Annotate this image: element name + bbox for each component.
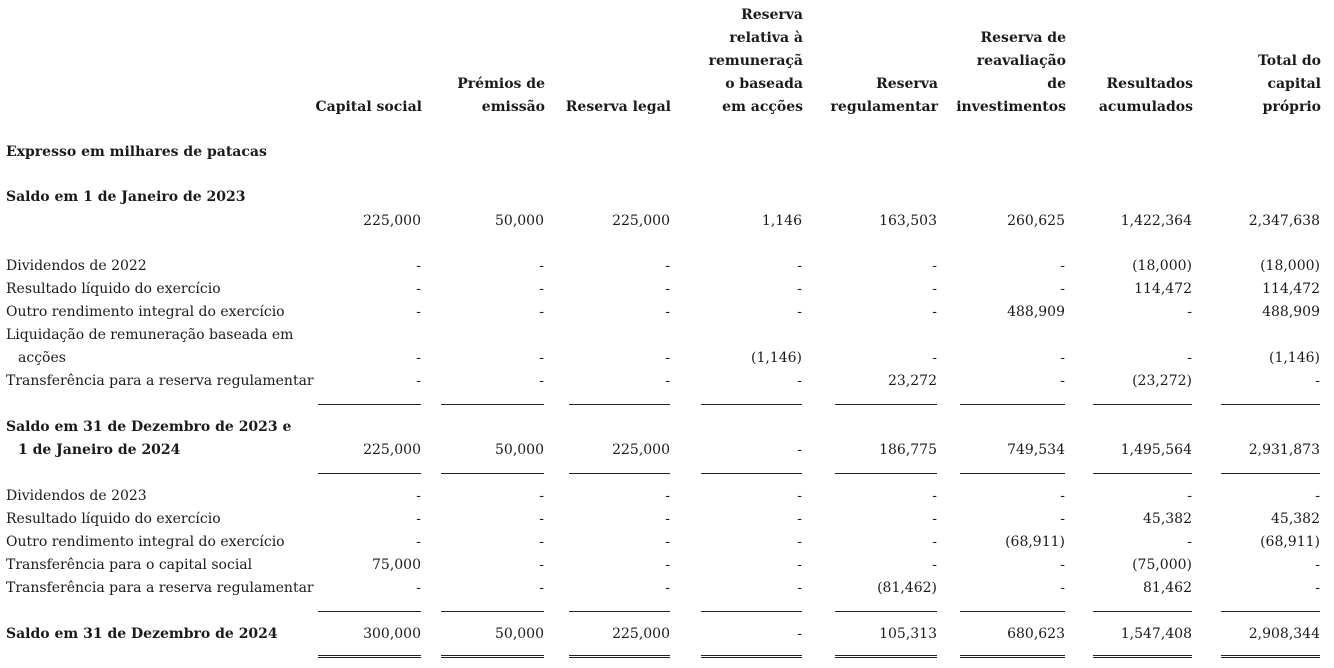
single-underline xyxy=(1093,611,1192,612)
double-underline xyxy=(1221,655,1320,659)
header-line: reavaliação xyxy=(976,53,1066,69)
header-line: Total do xyxy=(1257,53,1321,69)
table-cell: 2,908,344 xyxy=(1248,626,1320,642)
table-cell: (18,000) xyxy=(1132,258,1192,274)
table-row xyxy=(0,439,1334,462)
row-label: Transferência para a reserva regulamentar xyxy=(6,373,314,389)
table-cell: 45,382 xyxy=(1143,511,1192,527)
table-cell: - xyxy=(1060,488,1065,504)
header-line: remuneraçã xyxy=(708,53,803,69)
single-underline xyxy=(960,404,1065,405)
table-cell: - xyxy=(416,580,421,596)
table-cell: - xyxy=(1060,373,1065,389)
single-underline xyxy=(960,473,1065,474)
row-label: Saldo em 31 de Dezembro de 2024 xyxy=(6,626,278,642)
header-line: Reserva xyxy=(741,7,803,23)
table-cell: (75,000) xyxy=(1132,557,1192,573)
table-cell: - xyxy=(797,557,802,573)
table-cell: - xyxy=(665,304,670,320)
table-cell: 225,000 xyxy=(363,442,421,458)
header-line: relativa à xyxy=(729,30,803,46)
table-cell: - xyxy=(932,511,937,527)
table-cell: - xyxy=(932,281,937,297)
table-row xyxy=(0,370,1334,393)
table-row xyxy=(0,623,1334,646)
row-label: 1 de Janeiro de 2024 xyxy=(18,442,181,458)
table-cell: 2,347,638 xyxy=(1248,213,1320,229)
table-cell: 225,000 xyxy=(612,626,670,642)
table-cell: (18,000) xyxy=(1260,258,1320,274)
table-cell: - xyxy=(797,373,802,389)
table-cell: - xyxy=(1060,350,1065,366)
table-cell: 1,495,564 xyxy=(1120,442,1192,458)
table-cell: - xyxy=(539,557,544,573)
table-cell: 114,472 xyxy=(1134,281,1192,297)
table-cell: (68,911) xyxy=(1260,534,1320,550)
table-cell: - xyxy=(797,304,802,320)
header-line: Resultados xyxy=(1106,76,1193,92)
table-cell: - xyxy=(1315,488,1320,504)
single-underline xyxy=(1221,611,1320,612)
table-cell: - xyxy=(797,511,802,527)
col-header-reserva-reavaliacao xyxy=(945,27,1066,119)
table-cell: - xyxy=(416,350,421,366)
single-underline xyxy=(441,404,544,405)
table-cell: 488,909 xyxy=(1262,304,1320,320)
table-cell: 1,146 xyxy=(761,213,802,229)
table-cell: - xyxy=(539,304,544,320)
single-underline xyxy=(318,404,421,405)
table-cell: - xyxy=(416,373,421,389)
table-cell: 114,472 xyxy=(1262,281,1320,297)
col-header-reserva-regulamentar xyxy=(820,73,938,119)
single-underline xyxy=(1221,404,1320,405)
table-cell: - xyxy=(1315,580,1320,596)
header-line: Reserva legal xyxy=(565,99,671,115)
table-cell: 186,775 xyxy=(879,442,937,458)
table-row xyxy=(0,210,1334,233)
table-cell: 50,000 xyxy=(495,213,544,229)
single-underline xyxy=(835,404,937,405)
row-label: Liquidação de remuneração baseada em xyxy=(6,327,294,343)
table-cell: 45,382 xyxy=(1271,511,1320,527)
table-cell: - xyxy=(1187,350,1192,366)
table-cell: (1,146) xyxy=(750,350,802,366)
table-cell: - xyxy=(1187,534,1192,550)
table-cell: - xyxy=(797,534,802,550)
col-header-reserva-legal xyxy=(555,96,671,119)
single-underline xyxy=(835,611,937,612)
table-cell: - xyxy=(932,258,937,274)
table-row xyxy=(0,485,1334,508)
row-label: Saldo em 31 de Dezembro de 2023 e xyxy=(6,419,292,435)
table-row xyxy=(0,531,1334,554)
table-cell: 50,000 xyxy=(495,626,544,642)
single-underline xyxy=(701,404,802,405)
table-cell: - xyxy=(539,258,544,274)
table-cell: - xyxy=(932,534,937,550)
single-underline xyxy=(701,611,802,612)
table-cell: - xyxy=(932,488,937,504)
table-cell: - xyxy=(416,258,421,274)
table-cell: - xyxy=(1187,488,1192,504)
row-label: Dividendos de 2022 xyxy=(6,258,147,274)
table-row xyxy=(0,255,1334,278)
double-underline xyxy=(569,655,670,659)
table-row xyxy=(0,554,1334,577)
single-underline xyxy=(1093,404,1192,405)
table-row xyxy=(0,416,1334,439)
row-label: acções xyxy=(18,350,66,366)
table-cell: 1,422,364 xyxy=(1120,213,1192,229)
table-cell: - xyxy=(665,557,670,573)
single-underline xyxy=(701,473,802,474)
row-label: Outro rendimento integral do exercício xyxy=(6,534,285,550)
table-cell: - xyxy=(539,373,544,389)
unit-row xyxy=(0,141,1334,164)
table-cell: - xyxy=(539,511,544,527)
row-label: Outro rendimento integral do exercício xyxy=(6,304,285,320)
table-cell: 225,000 xyxy=(612,213,670,229)
single-underline xyxy=(569,404,670,405)
table-cell: 2,931,873 xyxy=(1248,442,1320,458)
double-underline xyxy=(441,655,544,659)
table-cell: - xyxy=(665,488,670,504)
col-header-total-capital xyxy=(1210,50,1321,119)
table-cell: - xyxy=(665,373,670,389)
table-cell: 488,909 xyxy=(1007,304,1065,320)
table-cell: 81,462 xyxy=(1143,580,1192,596)
table-cell: 23,272 xyxy=(888,373,937,389)
table-cell: - xyxy=(416,304,421,320)
single-underline xyxy=(1093,473,1192,474)
single-underline xyxy=(569,473,670,474)
table-cell: - xyxy=(797,258,802,274)
table-cell: - xyxy=(665,281,670,297)
table-row xyxy=(0,186,1334,209)
table-cell: - xyxy=(539,580,544,596)
single-underline xyxy=(960,611,1065,612)
single-underline xyxy=(318,473,421,474)
header-line: Prémios de xyxy=(457,76,545,92)
header-line: de xyxy=(1047,76,1066,92)
table-cell: - xyxy=(932,350,937,366)
header-line: regulamentar xyxy=(830,99,938,115)
table-cell: - xyxy=(665,258,670,274)
table-cell: 50,000 xyxy=(495,442,544,458)
header-line: Reserva de xyxy=(980,30,1066,46)
unit-label: Expresso em milhares de patacas xyxy=(6,144,267,160)
table-cell: - xyxy=(1060,511,1065,527)
header-line: Reserva xyxy=(876,76,938,92)
table-row xyxy=(0,278,1334,301)
table-cell: - xyxy=(539,534,544,550)
table-cell: - xyxy=(1315,557,1320,573)
table-cell: - xyxy=(1060,557,1065,573)
table-cell: 163,503 xyxy=(879,213,937,229)
single-underline xyxy=(1221,473,1320,474)
table-row xyxy=(0,347,1334,370)
double-underline xyxy=(318,655,421,659)
table-row xyxy=(0,577,1334,600)
single-underline xyxy=(441,611,544,612)
table-row xyxy=(0,508,1334,531)
table-cell: 680,623 xyxy=(1007,626,1065,642)
table-cell: - xyxy=(665,580,670,596)
table-cell: - xyxy=(539,350,544,366)
table-cell: (23,272) xyxy=(1132,373,1192,389)
row-label: Transferência para o capital social xyxy=(6,557,253,573)
table-cell: - xyxy=(416,534,421,550)
table-cell: 1,547,408 xyxy=(1120,626,1192,642)
double-underline xyxy=(960,655,1065,659)
table-cell: 300,000 xyxy=(363,626,421,642)
table-cell: - xyxy=(797,281,802,297)
table-cell: - xyxy=(416,488,421,504)
table-cell: 105,313 xyxy=(879,626,937,642)
row-label: Transferência para a reserva regulamentar xyxy=(6,580,314,596)
table-cell: - xyxy=(539,281,544,297)
col-header-capital-social xyxy=(300,96,422,119)
table-cell: - xyxy=(797,626,802,642)
table-cell: - xyxy=(797,442,802,458)
double-underline xyxy=(1093,655,1192,659)
table-cell: - xyxy=(1187,304,1192,320)
table-cell: - xyxy=(665,511,670,527)
single-underline xyxy=(569,611,670,612)
row-label: Saldo em 1 de Janeiro de 2023 xyxy=(6,189,246,205)
single-underline xyxy=(441,473,544,474)
table-cell: - xyxy=(1060,281,1065,297)
table-cell: (1,146) xyxy=(1268,350,1320,366)
header-line: próprio xyxy=(1262,99,1321,115)
table-cell: - xyxy=(932,304,937,320)
row-label: Resultado líquido do exercício xyxy=(6,281,221,297)
table-cell: - xyxy=(665,350,670,366)
double-underline xyxy=(835,655,937,659)
table-cell: 225,000 xyxy=(612,442,670,458)
table-cell: 260,625 xyxy=(1007,213,1065,229)
header-line: emissão xyxy=(481,99,545,115)
table-cell: - xyxy=(932,557,937,573)
header-line: em acções xyxy=(722,99,803,115)
table-cell: - xyxy=(1060,258,1065,274)
table-row xyxy=(0,301,1334,324)
table-cell: 75,000 xyxy=(372,557,421,573)
table-cell: 225,000 xyxy=(363,213,421,229)
col-header-premios-emissao xyxy=(430,73,545,119)
table-cell: (81,462) xyxy=(877,580,937,596)
row-label: Resultado líquido do exercício xyxy=(6,511,221,527)
header-line: capital xyxy=(1267,76,1321,92)
table-cell: - xyxy=(539,488,544,504)
single-underline xyxy=(318,611,421,612)
header-line: investimentos xyxy=(956,99,1066,115)
table-cell: (68,911) xyxy=(1005,534,1065,550)
table-row xyxy=(0,324,1334,347)
table-cell: - xyxy=(416,511,421,527)
single-underline xyxy=(835,473,937,474)
col-header-reserva-remuneracao xyxy=(690,4,803,119)
header-line: o baseada xyxy=(725,76,803,92)
table-cell: - xyxy=(665,534,670,550)
col-header-resultados-acumulados xyxy=(1080,73,1193,119)
table-cell: - xyxy=(797,488,802,504)
double-underline xyxy=(701,655,802,659)
table-cell: - xyxy=(1060,580,1065,596)
table-cell: 749,534 xyxy=(1007,442,1065,458)
table-cell: - xyxy=(416,281,421,297)
header-line: acumulados xyxy=(1098,99,1193,115)
table-cell: - xyxy=(797,580,802,596)
header-line: Capital social xyxy=(315,99,422,115)
table-cell: - xyxy=(1315,373,1320,389)
row-label: Dividendos de 2023 xyxy=(6,488,147,504)
